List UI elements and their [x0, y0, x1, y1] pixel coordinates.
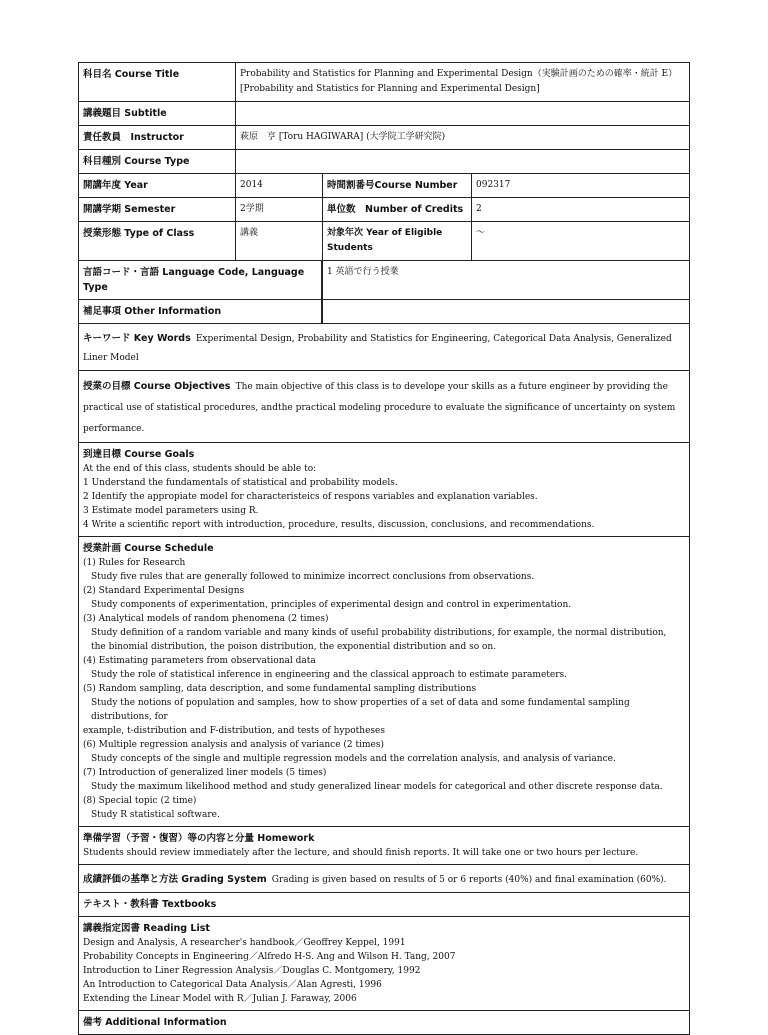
- goals-label: 到達目標 Course Goals: [83, 449, 195, 460]
- additional-label: 備考 Additional Information: [83, 1017, 227, 1028]
- schedule-line: (1) Rules for Research: [83, 558, 186, 568]
- course-number-label: 時間割番号Course Number: [323, 174, 472, 197]
- schedule-block: [79, 537, 689, 826]
- schedule-line: Study the maximum likelihood method and study generalized linear models for categorical and other discrete response data.: [91, 782, 663, 792]
- reading-item: Extending the Linear Model with R／Julian J. Faraway, 2006: [83, 994, 357, 1004]
- syllabus-table: [78, 62, 690, 1035]
- objectives-block: [79, 371, 689, 442]
- objectives-text: The main objective of this class is to develope your skills as a future engineer by providing the practical use of statistical procedures, andthe practical modeling procedure to evaluate the significance of uncertainty on system performance.: [83, 382, 676, 434]
- course-title-label: 科目名 Course Title: [79, 63, 236, 101]
- reading-block: [79, 917, 459, 1010]
- goals-line: 3 Estimate model parameters using R.: [83, 506, 259, 516]
- other-info-row: [79, 300, 689, 324]
- language-row: [79, 261, 689, 300]
- course-title-value: [236, 63, 689, 101]
- homework-row: [79, 827, 689, 865]
- goals-line: 1 Understand the fundamentals of statistical and probability models.: [83, 478, 398, 488]
- other-info-value: [322, 300, 689, 323]
- course-number-value: 092317: [476, 180, 511, 190]
- subtitle-value: [236, 102, 689, 125]
- instructor-label: 責任教員 Instructor: [79, 126, 236, 149]
- eligible-year-label: 対象年次 Year of Eligible Students: [323, 222, 472, 260]
- schedule-line: (3) Analytical models of random phenomena (2 times): [83, 614, 329, 624]
- schedule-line: (4) Estimating parameters from observational data: [83, 656, 316, 666]
- schedule-line: Study definition of a random variable and many kinds of useful probability distributions, for example, the normal distribution,: [91, 628, 667, 638]
- grading-row: [79, 865, 689, 893]
- schedule-row: [79, 537, 689, 827]
- schedule-line: Study the role of statistical inference in engineering and the classical approach to estimate parameters.: [91, 670, 567, 680]
- keywords-label: キーワード Key Words: [83, 333, 191, 344]
- subtitle-label: 講義題目 Subtitle: [79, 102, 236, 125]
- reading-label: 講義指定図書 Reading List: [83, 923, 210, 934]
- year-label: 開講年度 Year: [79, 174, 236, 197]
- course-title-line1: Probability and Statistics for Planning and Experimental Design（実験計画のための確率・統計 E）: [240, 69, 678, 79]
- goals-line: 2 Identify the appropiate model for characteristeics of respons variables and explanation variables.: [83, 492, 538, 502]
- class-type-value: 講義: [236, 222, 323, 260]
- textbooks-label: テキスト・教科書 Textbooks: [83, 899, 217, 910]
- goals-block: [79, 443, 598, 536]
- class-type-row: [79, 222, 689, 261]
- other-info-label: 補足事項 Other Information: [79, 300, 322, 323]
- course-title-line2: [Probability and Statistics for Planning and Experimental Design]: [240, 84, 540, 94]
- course-type-label: 科目種別 Course Type: [79, 150, 236, 173]
- reading-item: Design and Analysis, A researcher's handbook／Geoffrey Keppel, 1991: [83, 938, 406, 948]
- schedule-line: (7) Introduction of generalized liner models (5 times): [83, 768, 327, 778]
- keywords-row: [79, 324, 689, 371]
- goals-line: 4 Write a scientific report with introduction, procedure, results, discussion, conclusions, and recommendations.: [83, 520, 595, 530]
- textbooks-row: [79, 893, 689, 917]
- reading-row: [79, 917, 689, 1011]
- course-type-value: [236, 150, 689, 173]
- homework-block: [79, 827, 642, 864]
- reading-item: Probability Concepts in Engineering／Alfredo H-S. Ang and Wilson H. Tang, 2007: [83, 952, 456, 962]
- schedule-line: the binomial distribution, the poison distribution, the exponential distribution and so on.: [91, 642, 497, 652]
- schedule-line: example, t-distribution and F-distribution, and tests of hypotheses: [83, 726, 385, 736]
- homework-text: Students should review immediately after the lecture, and should finish reports. It will take one or two hours per lecture.: [83, 848, 639, 858]
- schedule-label: 授業計画 Course Schedule: [83, 543, 214, 554]
- schedule-line: Study five rules that are generally followed to minimize incorrect conclusions from observations.: [91, 572, 535, 582]
- keywords-block: [79, 324, 689, 370]
- schedule-line: (2) Standard Experimental Designs: [83, 586, 245, 596]
- credits-label: 単位数 Number of Credits: [323, 198, 472, 221]
- schedule-line: Study R statistical software.: [91, 810, 220, 820]
- subtitle-row: [79, 102, 689, 126]
- objectives-label: 授業の目標 Course Objectives: [83, 381, 231, 392]
- objectives-row: [79, 371, 689, 443]
- instructor-row: [79, 126, 689, 150]
- credits-value: 2: [476, 204, 482, 214]
- class-type-label: 授業形態 Type of Class: [79, 222, 236, 260]
- homework-label: 準備学習（予習・復習）等の内容と分量 Homework: [83, 833, 315, 844]
- grading-block: [79, 865, 671, 892]
- reading-item: Introduction to Liner Regression Analysis／Douglas C. Montgomery, 1992: [83, 966, 421, 976]
- schedule-line: Study the notions of population and samples, how to show properties of a set of data and some fundamental sampling distributions, for: [91, 698, 630, 722]
- schedule-line: (6) Multiple regression analysis and analysis of variance (2 times): [83, 740, 384, 750]
- grading-text: Grading is given based on results of 5 or 6 reports (40%) and final examination (60%).: [271, 875, 667, 885]
- schedule-line: Study components of experimentation, principles of experimental design and control in experimentation.: [91, 600, 572, 610]
- instructor-value: 萩原 亨 [Toru HAGIWARA] (大学院工学研究院): [240, 132, 446, 142]
- reading-item: An Introduction to Categorical Data Analysis／Alan Agresti, 1996: [83, 980, 382, 990]
- course-type-row: [79, 150, 689, 174]
- keywords-text: Experimental Design, Probability and Statistics for Engineering, Categorical Data Analysis, Generalized Liner Model: [83, 334, 672, 363]
- schedule-line: (5) Random sampling, data description, and some fundamental sampling distributions: [83, 684, 477, 694]
- semester-row: [79, 198, 689, 222]
- schedule-line: (8) Special topic (2 time): [83, 796, 197, 806]
- year-value: 2014: [236, 174, 323, 197]
- goals-line: At the end of this class, students should be able to:: [83, 464, 317, 474]
- semester-label: 開講学期 Semester: [79, 198, 236, 221]
- eligible-year-value: ～: [476, 228, 486, 238]
- additional-row: [79, 1011, 689, 1034]
- year-row: [79, 174, 689, 198]
- schedule-line: Study concepts of the single and multiple regression models and the correlation analysis, and analysis of variance.: [91, 754, 616, 764]
- language-label: 言語コード・言語 Language Code, Language Type: [79, 261, 322, 299]
- grading-label: 成績評価の基準と方法 Grading System: [83, 874, 267, 885]
- semester-value: 2学期: [236, 198, 323, 221]
- course-title-row: [79, 63, 689, 102]
- language-value: 1 英語で行う授業: [322, 261, 689, 299]
- goals-row: [79, 443, 689, 537]
